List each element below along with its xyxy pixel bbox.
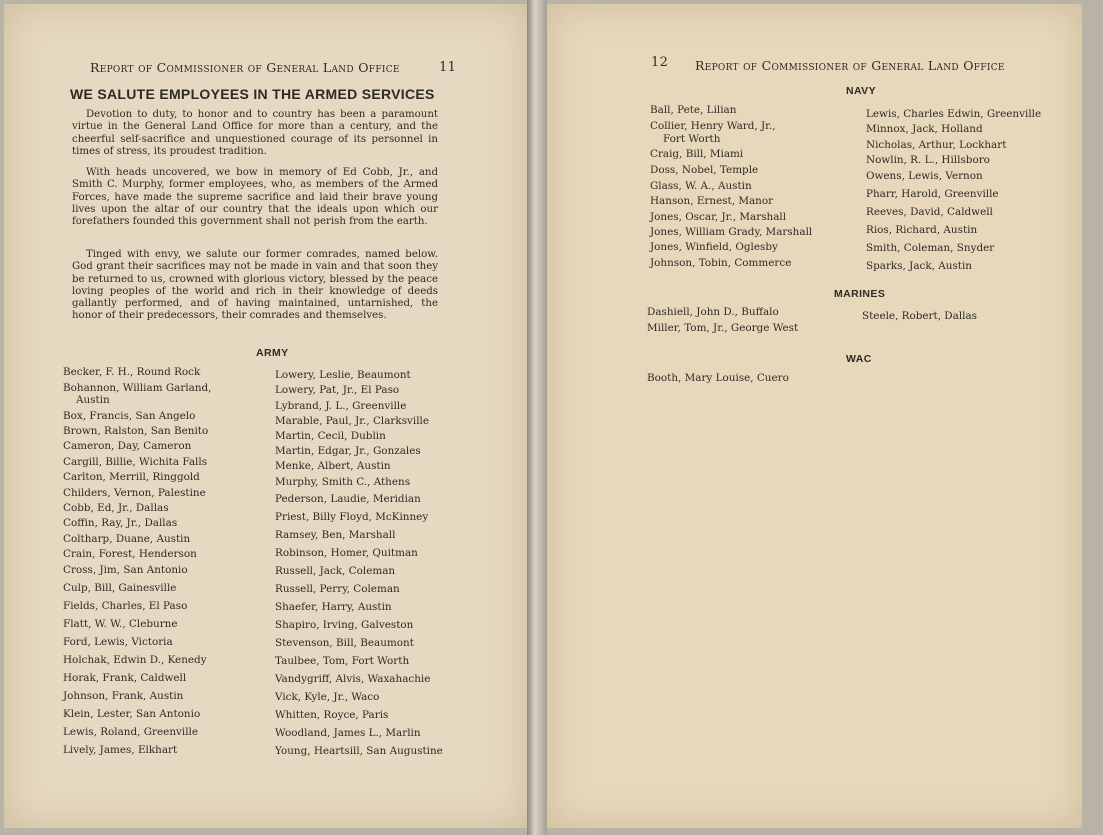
- list-item: Childers, Vernon, Palestine: [63, 487, 206, 499]
- list-item: Stevenson, Bill, Beaumont: [275, 637, 414, 649]
- list-item: Steele, Robert, Dallas: [862, 310, 977, 322]
- list-item: Robinson, Homer, Quitman: [275, 547, 418, 559]
- right-page-number: 12: [651, 55, 669, 70]
- list-item: Lewis, Charles Edwin, Greenville: [866, 108, 1042, 120]
- list-item: Glass, W. A., Austin: [650, 180, 752, 192]
- right-header-title: Report of Commissioner of General Land Office: [695, 58, 1005, 73]
- list-item: Whitten, Royce, Paris: [275, 709, 389, 721]
- list-item: Doss, Nobel, Temple: [650, 164, 759, 176]
- list-item: Smith, Coleman, Snyder: [866, 242, 995, 254]
- intro-paragraph-2: With heads uncovered, we bow in memory of Ed Cobb, Jr., and Smith C. Murphy, former employees, who, as members of the Armed Forces, have made the supreme sacrifice and laid their brave young lives upon the altar of our country that the ideals upon which our forefathers founded this government shall not perish from the earth.: [72, 167, 438, 228]
- army-heading: ARMY: [256, 347, 289, 359]
- list-item: Lively, James, Elkhart: [63, 744, 178, 756]
- list-item: Johnson, Tobin, Commerce: [650, 257, 792, 269]
- list-item: Pederson, Laudie, Meridian: [275, 493, 421, 505]
- list-item: Carlton, Merrill, Ringgold: [63, 471, 200, 483]
- left-header-title: Report of Commissioner of General Land Office: [90, 60, 400, 75]
- list-item: Martin, Cecil, Dublin: [275, 430, 386, 442]
- list-item: Coltharp, Duane, Austin: [63, 533, 191, 545]
- list-item: Reeves, David, Caldwell: [866, 206, 993, 218]
- list-item: Shaefer, Harry, Austin: [275, 601, 392, 613]
- list-item: Craig, Bill, Miami: [650, 148, 744, 160]
- list-item: Owens, Lewis, Vernon: [866, 170, 983, 182]
- list-item: Hanson, Ernest, Manor: [650, 195, 774, 207]
- list-item: Rios, Richard, Austin: [866, 224, 978, 236]
- list-item: Sparks, Jack, Austin: [866, 260, 972, 272]
- list-item: Pharr, Harold, Greenville: [866, 188, 999, 200]
- list-item: Nicholas, Arthur, Lockhart: [866, 139, 1007, 151]
- list-item: Taulbee, Tom, Fort Worth: [275, 655, 410, 667]
- list-item: Lewis, Roland, Greenville: [63, 726, 198, 738]
- list-item: Miller, Tom, Jr., George West: [647, 322, 799, 334]
- list-item: Russell, Perry, Coleman: [275, 583, 400, 595]
- list-item: Young, Heartsill, San Augustine: [275, 745, 443, 757]
- list-item: Jones, Winfield, Oglesby: [650, 241, 778, 253]
- intro-paragraph-1: Devotion to duty, to honor and to country has been a paramount virtue in the General Land Office for more than a century, and the cheerful self-sacrifice and unquestioned courage of its personnel in times of stress, its proudest tradition.: [72, 109, 438, 157]
- list-item: Russell, Jack, Coleman: [275, 565, 396, 577]
- list-item: Cargill, Billie, Wichita Falls: [63, 456, 208, 468]
- list-item: Booth, Mary Louise, Cuero: [647, 372, 789, 384]
- list-item: Martin, Edgar, Jr., Gonzales: [275, 445, 421, 457]
- list-item: Collier, Henry Ward, Jr.,: [650, 120, 776, 132]
- list-item: Murphy, Smith C., Athens: [275, 476, 411, 488]
- book-gutter: [527, 0, 547, 835]
- list-item: Flatt, W. W., Cleburne: [63, 618, 178, 630]
- list-item: Crain, Forest, Henderson: [63, 548, 197, 560]
- list-item: Fort Worth: [663, 133, 721, 145]
- list-item: Ramsey, Ben, Marshall: [275, 529, 396, 541]
- left-page-number: 11: [439, 60, 457, 75]
- list-item: Cobb, Ed, Jr., Dallas: [63, 502, 169, 514]
- list-item: Woodland, James L., Marlin: [275, 727, 421, 739]
- list-item: Cross, Jim, San Antonio: [63, 564, 188, 576]
- list-item: Becker, F. H., Round Rock: [63, 366, 201, 378]
- list-item: Vick, Kyle, Jr., Waco: [275, 691, 380, 703]
- marines-heading: MARINES: [834, 288, 886, 300]
- list-item: Priest, Billy Floyd, McKinney: [275, 511, 429, 523]
- intro-paragraph-3: Tinged with envy, we salute our former comrades, named below. God grant their sacrifices may not be made in vain and that soon they be returned to us, crowned with glorious victory, blessed by the peace loving peoples of the world and rich in their knowledge of deeds gallantly performed, and of having maintained, untarnished, the honor of their predecessors, their comrades and themselves.: [72, 249, 438, 322]
- list-item: Cameron, Day, Cameron: [63, 440, 192, 452]
- list-item: Holchak, Edwin D., Kenedy: [63, 654, 207, 666]
- list-item: Brown, Ralston, San Benito: [63, 425, 209, 437]
- list-item: Coffin, Ray, Jr., Dallas: [63, 517, 178, 529]
- list-item: Bohannon, William Garland,: [63, 382, 212, 394]
- list-item: Box, Francis, San Angelo: [63, 410, 196, 422]
- list-item: Culp, Bill, Gainesville: [63, 582, 177, 594]
- list-item: Klein, Lester, San Antonio: [63, 708, 201, 720]
- list-item: Jones, Oscar, Jr., Marshall: [650, 211, 787, 223]
- navy-heading: NAVY: [846, 85, 876, 97]
- list-item: Dashiell, John D., Buffalo: [647, 306, 779, 318]
- list-item: Jones, William Grady, Marshall: [650, 226, 813, 238]
- list-item: Lybrand, J. L., Greenville: [275, 400, 407, 412]
- list-item: Shapiro, Irving, Galveston: [275, 619, 414, 631]
- right-running-header: [695, 58, 1005, 73]
- wac-heading: WAC: [846, 353, 872, 365]
- list-item: Lowery, Pat, Jr., El Paso: [275, 384, 400, 396]
- list-item: Lowery, Leslie, Beaumont: [275, 369, 411, 381]
- right-page: [547, 4, 1082, 828]
- list-item: Nowlin, R. L., Hillsboro: [866, 154, 990, 166]
- list-item: Ball, Pete, Lilian: [650, 104, 737, 116]
- left-running-header: [90, 60, 400, 75]
- list-item: Marable, Paul, Jr., Clarksville: [275, 415, 430, 427]
- list-item: Johnson, Frank, Austin: [63, 690, 184, 702]
- page-title: WE SALUTE EMPLOYEES IN THE ARMED SERVICES: [70, 86, 435, 102]
- list-item: Austin: [76, 394, 110, 406]
- list-item: Menke, Albert, Austin: [275, 460, 391, 472]
- list-item: Vandygriff, Alvis, Waxahachie: [275, 673, 431, 685]
- list-item: Minnox, Jack, Holland: [866, 123, 983, 135]
- list-item: Ford, Lewis, Victoria: [63, 636, 173, 648]
- list-item: Horak, Frank, Caldwell: [63, 672, 187, 684]
- list-item: Fields, Charles, El Paso: [63, 600, 188, 612]
